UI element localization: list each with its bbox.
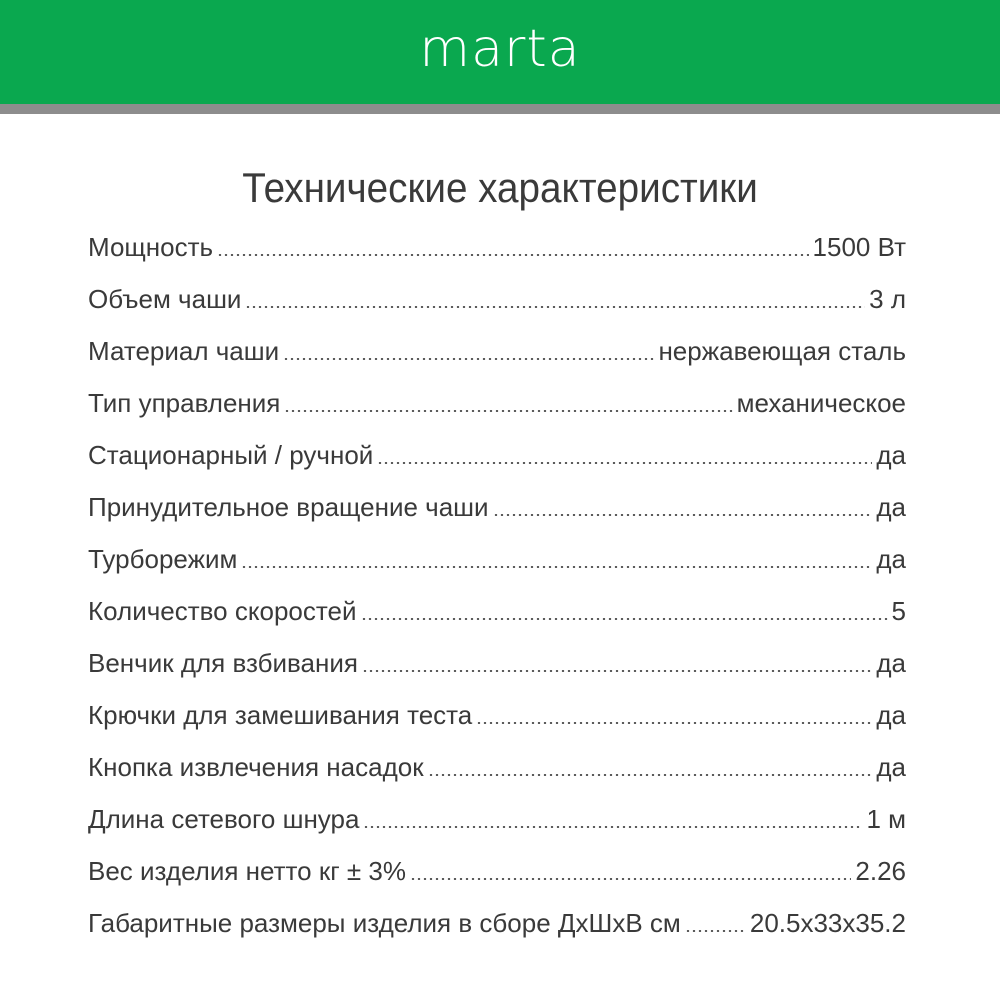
spec-row-net-weight <box>88 838 906 890</box>
brand-logo: marta <box>419 19 581 79</box>
spec-value: да <box>876 700 906 730</box>
spec-value: 1500 Вт <box>812 232 906 262</box>
spec-row-control-type <box>88 370 906 422</box>
dot-leader <box>284 410 732 412</box>
spec-label: Габаритные размеры изделия в сборе ДхШхВ см <box>88 908 681 938</box>
dot-leader <box>493 514 873 516</box>
dot-leader <box>283 358 654 360</box>
spec-value: да <box>876 544 906 574</box>
dot-leader <box>685 930 746 932</box>
dot-leader <box>241 566 872 568</box>
spec-row-turbo-mode <box>88 526 906 578</box>
page-title: Технические характеристики <box>242 164 758 212</box>
spec-label: Венчик для взбивания <box>88 648 358 678</box>
spec-row-dimensions <box>88 890 906 942</box>
spec-label: Материал чаши <box>88 336 280 366</box>
spec-value: 20.5х33х35.2 <box>749 908 906 938</box>
spec-value: механическое <box>736 388 906 418</box>
spec-value: 1 м <box>866 804 906 834</box>
spec-value: 5 <box>891 596 906 626</box>
spec-label: Принудительное вращение чаши <box>88 492 489 522</box>
spec-row-power <box>88 214 906 266</box>
spec-value: да <box>876 648 906 678</box>
dot-leader <box>377 462 872 464</box>
spec-label: Стационарный / ручной <box>88 440 374 470</box>
header-divider <box>0 104 1000 114</box>
dot-leader <box>410 878 851 880</box>
dot-leader <box>362 670 872 672</box>
spec-label: Длина сетевого шнура <box>88 804 360 834</box>
spec-list <box>88 214 906 942</box>
dot-leader <box>428 774 873 776</box>
spec-row-bowl-material <box>88 318 906 370</box>
spec-value: 2.26 <box>855 856 906 886</box>
spec-label: Турборежим <box>88 544 238 574</box>
spec-row-bowl-rotation <box>88 474 906 526</box>
header-banner <box>0 0 1000 104</box>
spec-row-whisk <box>88 630 906 682</box>
spec-row-cord-length <box>88 786 906 838</box>
spec-row-bowl-volume <box>88 266 906 318</box>
dot-leader <box>476 722 872 724</box>
spec-value: нержавеющая сталь <box>658 336 906 366</box>
dot-leader <box>363 826 862 828</box>
spec-label: Кнопка извлечения насадок <box>88 752 424 782</box>
spec-label: Объем чаши <box>88 284 242 314</box>
spec-label: Крючки для замешивания теста <box>88 700 473 730</box>
spec-row-speed-count <box>88 578 906 630</box>
spec-label: Тип управления <box>88 388 281 418</box>
dot-leader <box>245 306 865 308</box>
spec-value: да <box>876 752 906 782</box>
spec-label: Мощность <box>88 232 214 262</box>
dot-leader <box>217 254 808 256</box>
spec-value: да <box>876 440 906 470</box>
spec-row-stationary-handheld <box>88 422 906 474</box>
spec-label: Количество скоростей <box>88 596 357 626</box>
spec-row-eject-button <box>88 734 906 786</box>
spec-row-dough-hooks <box>88 682 906 734</box>
spec-value: 3 л <box>869 284 906 314</box>
dot-leader <box>361 618 888 620</box>
spec-label: Вес изделия нетто кг ± 3% <box>88 856 406 886</box>
spec-value: да <box>876 492 906 522</box>
